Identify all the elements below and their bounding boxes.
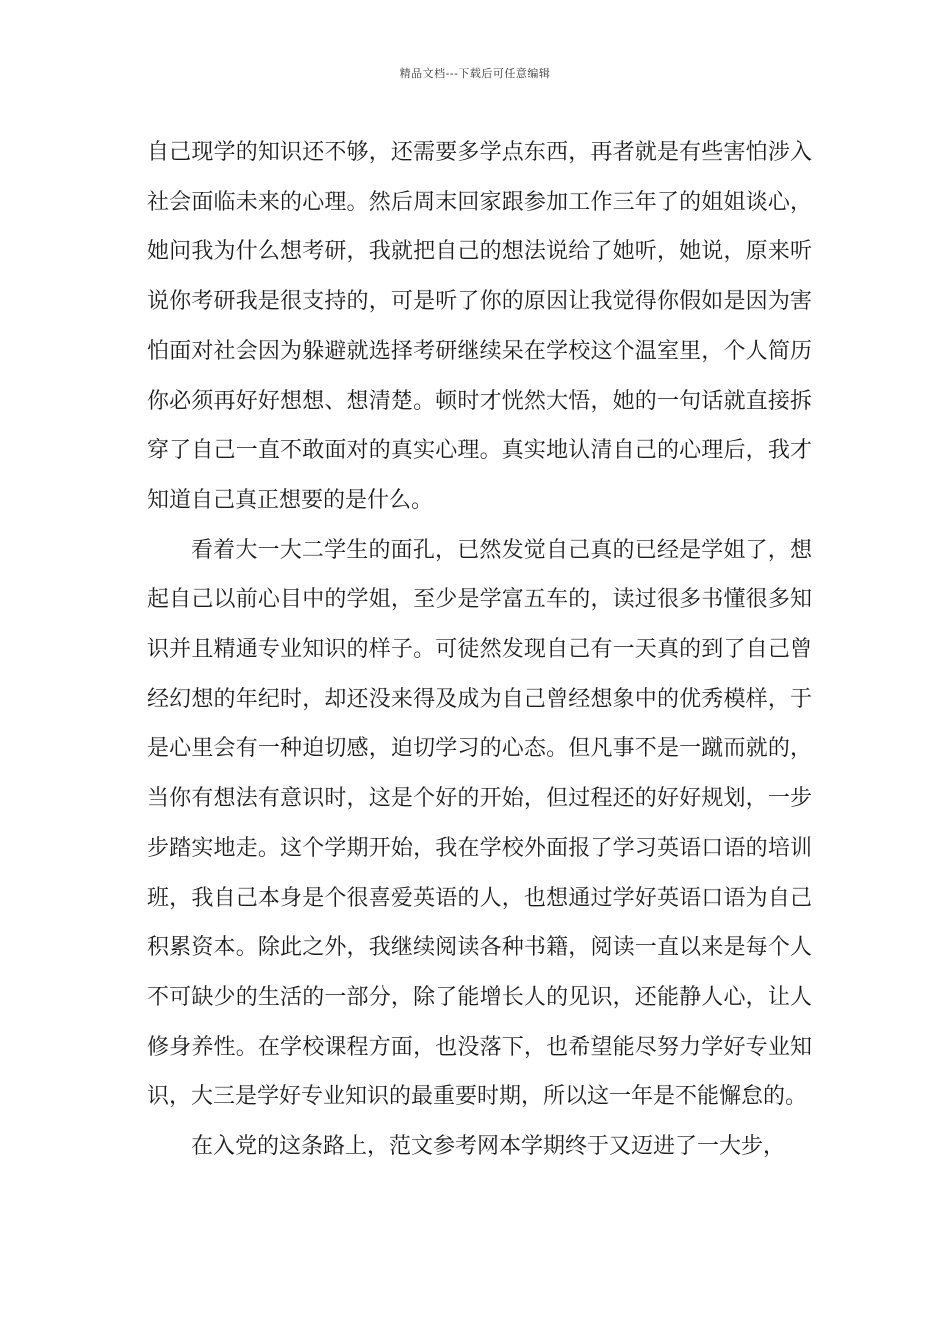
document-body <box>147 128 812 1172</box>
page-header: 精品文档---下载后可任意编辑 <box>399 67 551 80</box>
paragraph-continuation: 自己现学的知识还不够，还需要多学点东西，再者就是有些害怕涉入社会面临未来的心理。然后周末回家跟参加工作三年了的姐姐谈心，她问我为什么想考研，我就把自己的想法说给了她听，她说，原来听说你考研我是很支持的，可是听了你的原因让我觉得你假如是因为害怕面对社会因为躲避就选择考研继续呆在学校这个温室里，个人简历你必须再好好想想、想清楚。顿时才恍然大悟，她的一句话就直接拆穿了自己一直不敢面对的真实心理。真实地认清自己的心理后，我才知道自己真正想要的是什么。 <box>147 140 812 513</box>
paragraph-self-study: 看着大一大二学生的面孔，已然发觉自己真的已经是学姐了，想起自己以前心目中的学姐，至少是学富五车的，读过很多书懂很多知识并且精通专业知识的样子。可徒然发现自己有一天真的到了自己曾经幻想的年纪时，却还没来得及成为自己曾经想象中的优秀模样，于是心里会有一种迫切感，迫切学习的心态。但凡事不是一蹴而就的，当你有想法有意识时，这是个好的开始，但过程还的好好规划，一步步踏实地走。这个学期开始，我在学校外面报了学习英语口语的培训班，我自己本身是个很喜爱英语的人，也想通过学好英语口语为自己积累资本。除此之外，我继续阅读各种书籍，阅读一直以来是每个人不可缺少的生活的一部分，除了能增长人的见识，还能静人心，让人修身养性。在学校课程方面，也没落下，也希望能尽努力学好专业知识，大三是学好专业知识的最重要时期，所以这一年是不能懈怠的。 <box>147 537 812 1110</box>
paragraph-party: 在入党的这条路上，范文参考网本学期终于又迈进了一大步， <box>191 1134 786 1160</box>
